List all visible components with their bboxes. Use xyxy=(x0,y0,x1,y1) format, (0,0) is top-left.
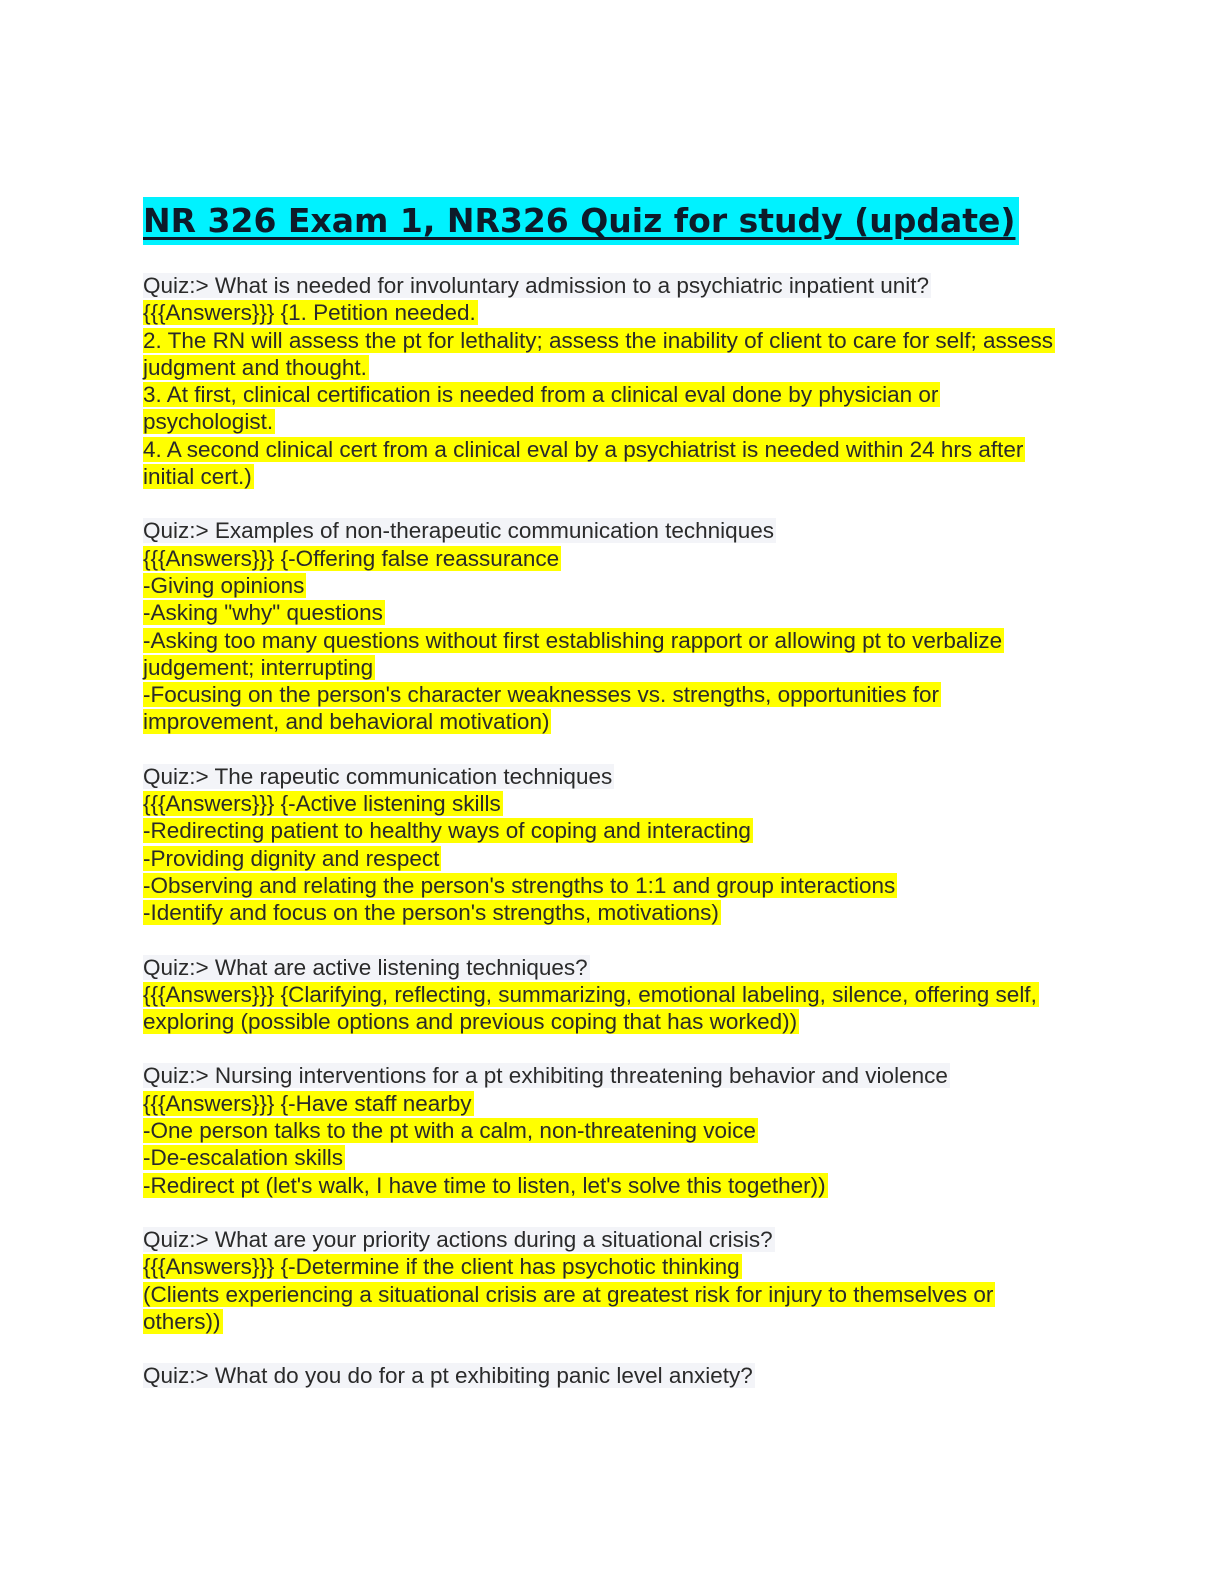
answer-line: {{{Answers}}} {-Determine if the client has psychotic thinking xyxy=(143,1254,740,1280)
answer-line: -Asking "why" questions xyxy=(143,600,383,626)
document-title: NR 326 Exam 1, NR326 Quiz for study (update) xyxy=(143,197,1019,245)
answer-line: -One person talks to the pt with a calm, non-threatening voice xyxy=(143,1118,756,1144)
question-text: Quiz:> The rapeutic communication techniques xyxy=(143,763,613,789)
answer-line: -Redirect pt (let's walk, I have time to listen, let's solve this together)) xyxy=(143,1172,826,1198)
answer-line: -Observing and relating the person's strengths to 1:1 and group interactions xyxy=(143,872,896,898)
document-page xyxy=(143,197,1053,1416)
question-text: Quiz:> What are active listening techniques? xyxy=(143,954,588,980)
answer-line: {{{Answers}}} {Clarifying, reflecting, summarizing, emotional labeling, silence, offering self, exploring (possible options and previous coping that has worked)) xyxy=(143,981,1037,1035)
answer-line: 4. A second clinical cert from a clinical eval by a psychiatrist is needed within 24 hrs after initial cert.) xyxy=(143,436,1024,490)
answer-line: {{{Answers}}} {1. Petition needed. xyxy=(143,300,476,326)
answer-line: -Asking too many questions without first establishing rapport or allowing pt to verbalize judgement; interrupting xyxy=(143,627,1003,680)
qa-item-5 xyxy=(143,1062,1053,1198)
qa-item-3 xyxy=(143,763,1053,927)
answer-line: -Giving opinions xyxy=(143,572,305,598)
answer-line: -De-escalation skills xyxy=(143,1145,344,1171)
question-text: Quiz:> What is needed for involuntary admission to a psychiatric inpatient unit? xyxy=(143,273,930,298)
qa-item-1 xyxy=(143,272,1053,490)
question-text: Quiz:> Nursing interventions for a pt exhibiting threatening behavior and violence xyxy=(143,1063,948,1089)
question-text: Quiz:> What are your priority actions during a situational crisis? xyxy=(143,1226,773,1252)
qa-item-4 xyxy=(143,954,1053,1036)
answer-line: -Providing dignity and respect xyxy=(143,845,440,871)
question-text: Quiz:> Examples of non-therapeutic communication techniques xyxy=(143,518,774,544)
qa-item-6 xyxy=(143,1226,1053,1335)
question-text: Quiz:> What do you do for a pt exhibiting panic level anxiety? xyxy=(143,1363,753,1389)
answer-line: 3. At first, clinical certification is needed from a clinical eval done by physician or psychologist. xyxy=(143,382,939,435)
answer-line: {{{Answers}}} {-Offering false reassurance xyxy=(143,545,560,571)
answer-line: (Clients experiencing a situational crisis are at greatest risk for injury to themselves or others)) xyxy=(143,1281,994,1334)
answer-line: 2. The RN will assess the pt for lethality; assess the inability of client to care for self; assess judgment and thought. xyxy=(143,327,1053,380)
answer-line: -Focusing on the person's character weaknesses vs. strengths, opportunities for improvement, and behavioral motivation) xyxy=(143,682,939,735)
qa-list xyxy=(143,272,1053,1389)
answer-line: -Identify and focus on the person's strengths, motivations) xyxy=(143,900,719,926)
answer-line: -Redirecting patient to healthy ways of coping and interacting xyxy=(143,818,751,844)
answer-line: {{{Answers}}} {-Active listening skills xyxy=(143,791,501,817)
qa-item-2 xyxy=(143,517,1053,735)
qa-item-7 xyxy=(143,1362,1053,1389)
answer-line: {{{Answers}}} {-Have staff nearby xyxy=(143,1090,472,1116)
